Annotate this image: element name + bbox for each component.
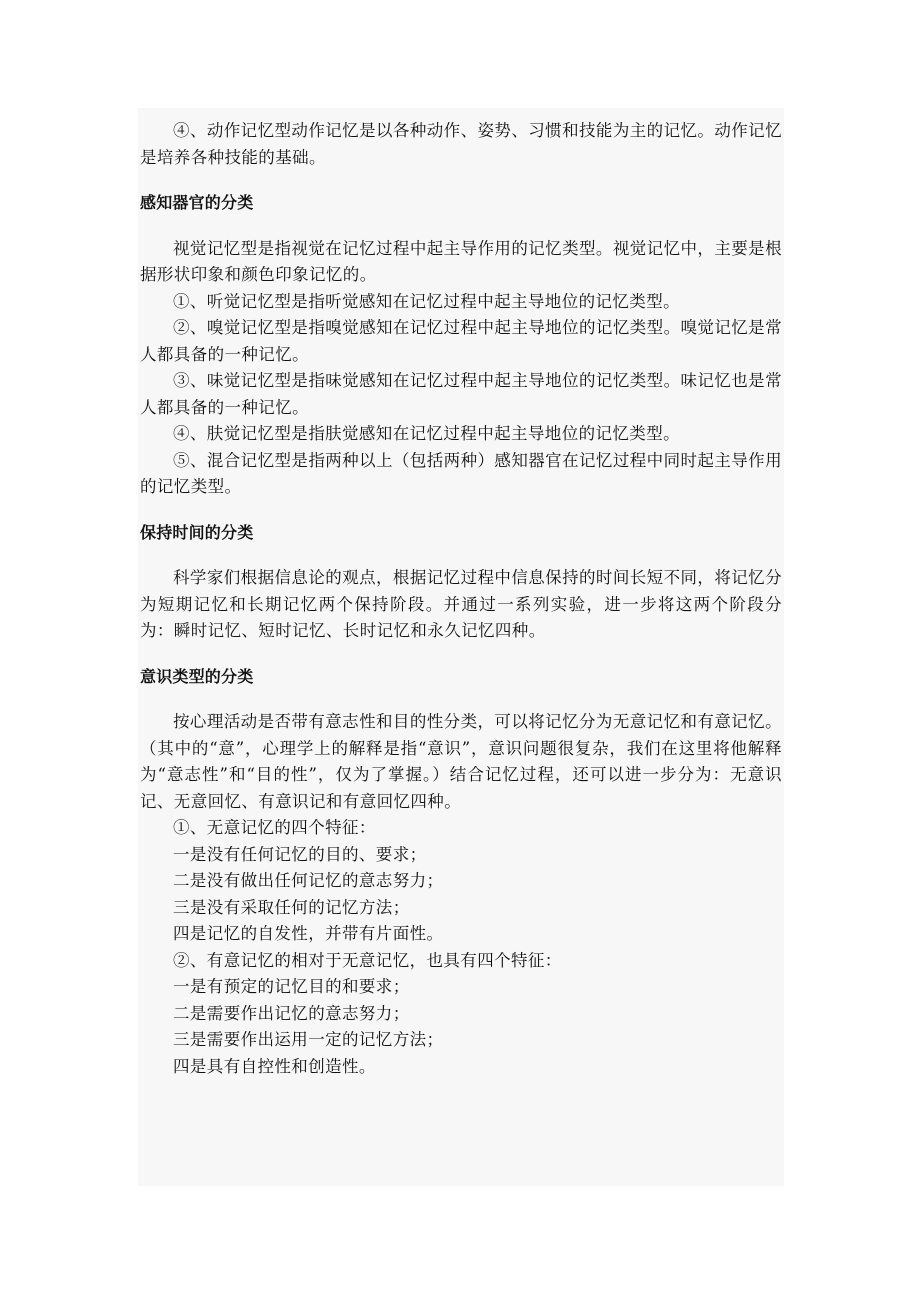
- list-item: ①、无意记忆的四个特征：: [173, 818, 376, 837]
- paragraph-retention-stages: 科学家们根据信息论的观点，根据记忆过程中信息保持的时间长短不同，将记忆分为短期记忆和长期记忆两个保持阶段。并通过一系列实验，进一步将这两个阶段分为：瞬时记忆、短时记忆、长时记忆和永久记忆四种。: [140, 568, 782, 640]
- paragraph-mixed-memory: ⑤、混合记忆型是指两种以上（包括两种）感知器官在记忆过程中同时起主导作用的记忆类型。: [140, 450, 782, 496]
- paragraph-auditory-memory: ①、听觉记忆型是指听觉感知在记忆过程中起主导地位的记忆类型。: [173, 291, 680, 311]
- paragraph-olfactory-memory: ②、嗅觉记忆型是指嗅觉感知在记忆过程中起主导地位的记忆类型。嗅觉记忆是常人都具备的一种记忆。: [140, 318, 782, 364]
- list-item: 一是有预定的记忆目的和要求；: [173, 977, 410, 996]
- heading-consciousness-type: 意识类型的分类: [140, 666, 254, 686]
- paragraph-visual-memory: 视觉记忆型是指视觉在记忆过程中起主导作用的记忆类型。视觉记忆中，主要是根据形状印象和颜色印象记忆的。: [140, 238, 782, 284]
- list-item: 二是需要作出记忆的意志努力；: [173, 1003, 410, 1023]
- list-item: 三是没有采取任何的记忆方法；: [173, 897, 410, 917]
- list-item: 四是具有自控性和创造性。: [173, 1056, 376, 1076]
- paragraph-motor-memory: ④、动作记忆型动作记忆是以各种动作、姿势、习惯和技能为主的记忆。动作记忆是培养各种技能的基础。: [140, 121, 782, 167]
- document-body: [138, 108, 784, 1186]
- list-item: 四是记忆的自发性，并带有片面性。: [173, 924, 444, 943]
- heading-retention-time: 保持时间的分类: [140, 522, 254, 542]
- list-item: ②、有意记忆的相对于无意记忆，也具有四个特征：: [173, 950, 562, 970]
- paragraph-gustatory-memory: ③、味觉记忆型是指味觉感知在记忆过程中起主导地位的记忆类型。味记忆也是常人都具备的一种记忆。: [140, 371, 782, 417]
- list-item: 一是没有任何记忆的目的、要求；: [173, 844, 427, 864]
- list-item: 三是需要作出运用一定的记忆方法；: [173, 1030, 444, 1049]
- paragraph-intentional-memory: 按心理活动是否带有意志性和目的性分类，可以将记忆分为无意记忆和有意记忆。（其中的“意”，心理学上的解释是指“意识”，意识问题很复杂，我们在这里将他解释为“意志性”和“目的性”，仅为了掌握。）结合记忆过程，还可以进一步分为：无意识记、无意回忆、有意识记和有意回忆四种。: [140, 712, 782, 811]
- heading-sensory-organs: 感知器官的分类: [140, 193, 254, 212]
- list-item: 二是没有做出任何记忆的意志努力；: [173, 871, 444, 890]
- paragraph-tactile-memory: ④、肤觉记忆型是指肤觉感知在记忆过程中起主导地位的记忆类型。: [173, 424, 680, 443]
